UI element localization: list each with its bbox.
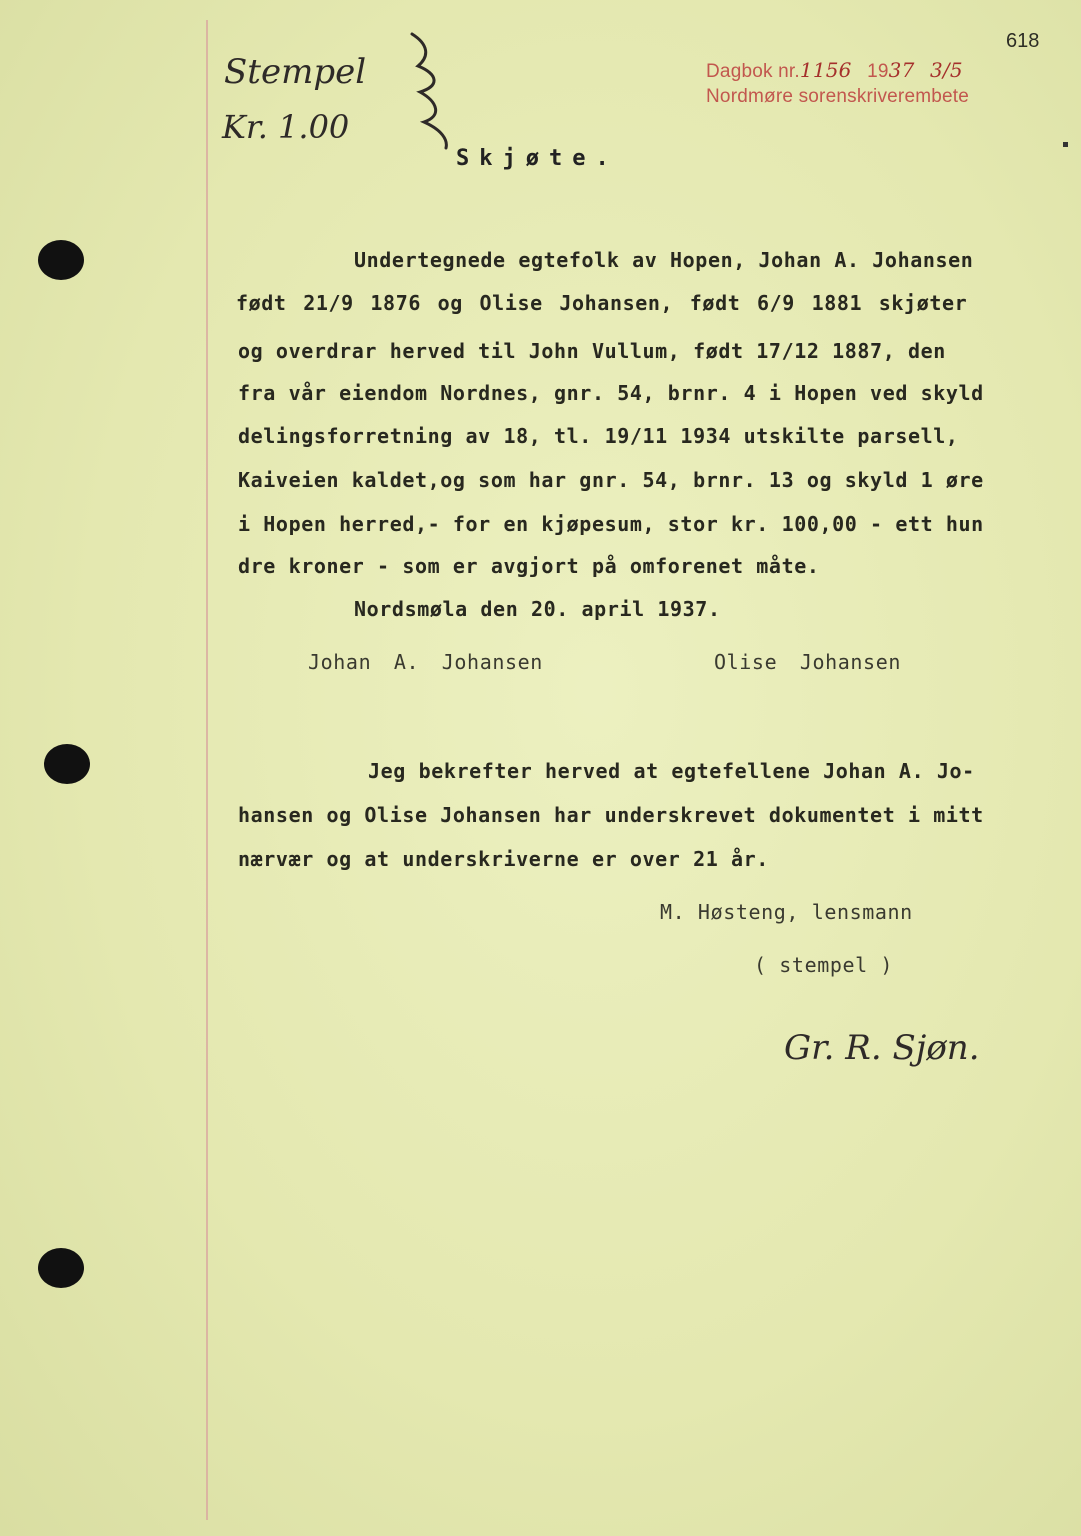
confirmation-line-2: hansen og Olise Johansen har underskrevet dokumentet i mitt [238,803,984,827]
stamp-number: 1156 [799,58,852,82]
confirmation-line-1: Jeg bekrefter herved at egtefellene Johan A. Jo- [368,759,975,783]
body-line-4: fra vår eiendom Nordnes, gnr. 54, brnr. 4 i Hopen ved skyld [238,381,984,405]
signature-left: Johan A. Johansen [308,650,543,674]
stamp-prefix: Dagbok nr. [706,61,800,82]
margin-rule [206,20,208,1520]
stamp-year-prefix: 19 [867,61,889,82]
body-line-6: Kaiveien kaldet,og som har gnr. 54, brnr. 13 og skyld 1 øre [238,468,984,492]
document-title: Skjøte. [456,146,619,171]
body-line-1: Undertegnede egtefolk av Hopen, Johan A. Johansen [354,248,974,272]
signature-right: Olise Johansen [714,650,901,674]
body-line-5: delingsforretning av 18, tl. 19/11 1934 utskilte parsell, [238,424,959,448]
margin-note-amount: Kr. 1.00 [222,108,350,146]
official-signature: M. Høsteng, lensmann [660,900,913,924]
stamp-year-suffix: 37 [888,58,915,82]
registry-stamp-office: Nordmøre sorenskriverembete [706,86,970,107]
punch-hole-bottom [38,1248,84,1288]
punch-hole-middle [44,744,90,784]
handwritten-initials: Gr. R. Sjøn. [784,1028,980,1068]
official-stamp-note: ( stempel ) [754,953,894,977]
body-line-8: dre kroner - som er avgjort på omforenet måte. [238,554,820,578]
punch-hole-top [38,240,84,280]
margin-note-stempel: Stempel [224,52,367,92]
body-line-7: i Hopen herred,- for en kjøpesum, stor kr. 100,00 - ett hun [238,512,984,536]
edge-mark [1063,142,1068,147]
brace-mark [398,30,458,150]
registry-stamp-line1 [706,58,963,83]
body-line-2: født 21/9 1876 og Olise Johansen, født 6/9 1881 skjøter [236,291,968,315]
body-line-3: og overdrar herved til John Vullum, født 17/12 1887, den [238,339,946,363]
stamp-date: 3/5 [929,58,963,82]
page-number: 618 [1006,30,1040,52]
place-date: Nordsmøla den 20. april 1937. [354,597,721,621]
confirmation-line-3: nærvær og at underskriverne er over 21 år. [238,847,769,871]
